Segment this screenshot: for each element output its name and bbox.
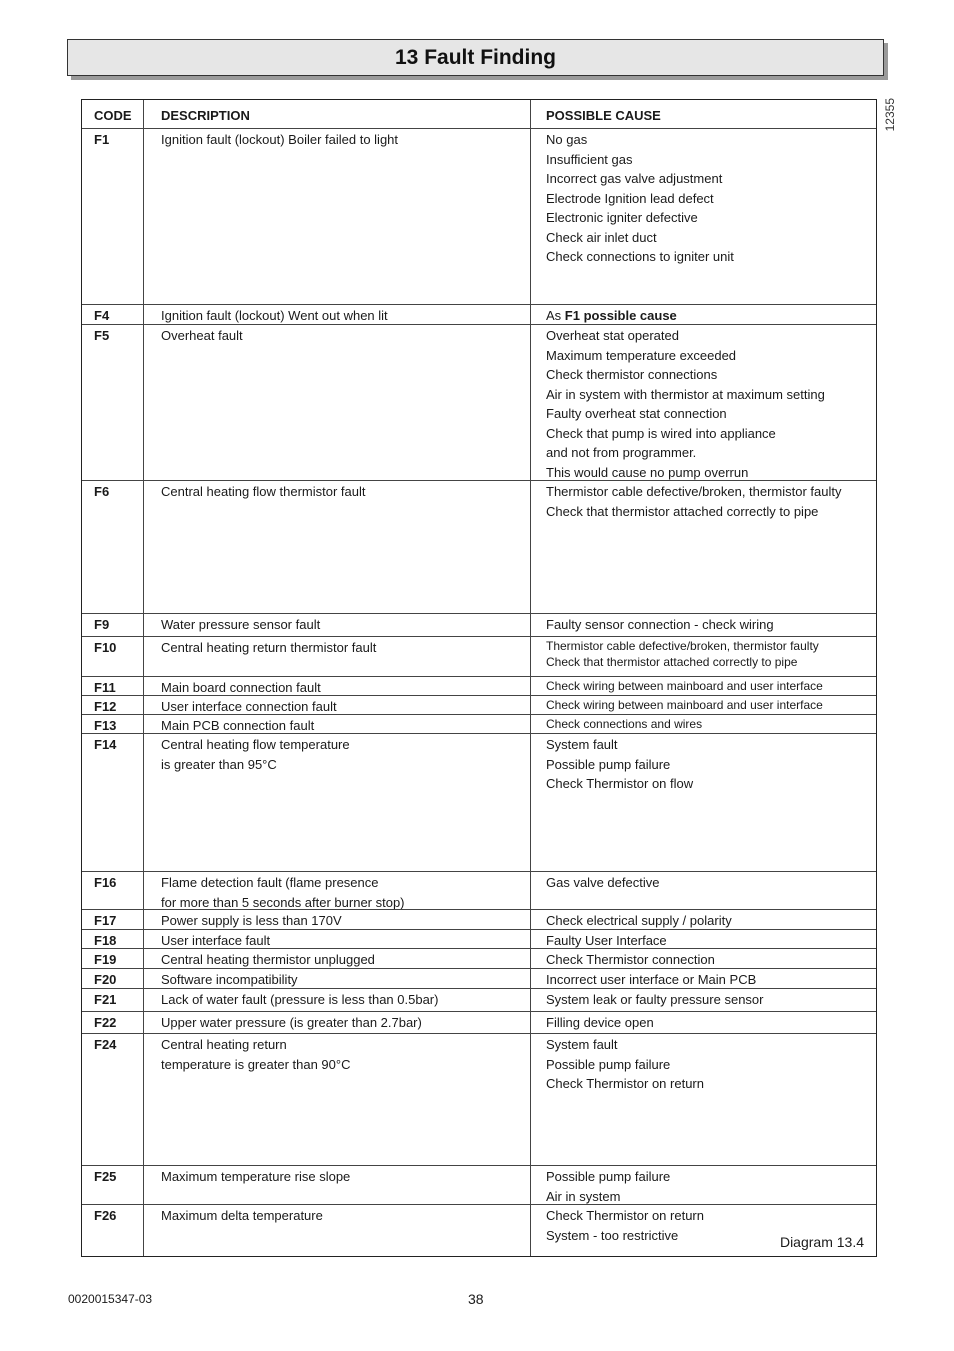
description-line: is greater than 95°C	[161, 756, 277, 772]
document-reference-id: 12355	[883, 98, 897, 132]
cause-line	[546, 306, 876, 326]
column-header-description: DESCRIPTION	[144, 100, 531, 128]
cause-line: Possible pump failure	[546, 756, 671, 772]
cause-line: Faulty User Interface	[546, 933, 667, 948]
section-header	[67, 39, 884, 76]
fault-description	[144, 1205, 531, 1256]
fault-description	[144, 1166, 531, 1204]
cause-line: System fault	[546, 1037, 618, 1052]
table-row	[82, 324, 876, 480]
possible-cause	[531, 1012, 876, 1033]
table-row	[82, 480, 876, 613]
table-row	[82, 304, 876, 324]
fault-description	[144, 614, 531, 636]
cause-line: Check wiring between mainboard and user interface	[546, 679, 823, 693]
cause-prefix: As	[546, 308, 565, 323]
page-title: 13 Fault Finding	[395, 45, 556, 69]
cause-line: Insufficient gas	[546, 151, 633, 167]
cause-reference: F1 possible cause	[564, 308, 677, 323]
page-number: 38	[468, 1291, 484, 1307]
fault-code: F6	[82, 481, 144, 613]
fault-description	[144, 872, 531, 909]
table-row	[82, 871, 876, 909]
cause-line: Thermistor cable defective/broken, thermistor faulty	[546, 639, 819, 653]
cause-line: This would cause no pump overrun	[546, 464, 749, 480]
diagram-label: Diagram 13.4	[779, 1234, 864, 1250]
table-row	[82, 1204, 876, 1256]
fault-code: F4	[82, 305, 144, 324]
document-number: 0020015347-03	[68, 1292, 153, 1306]
fault-description	[144, 910, 531, 929]
fault-description	[144, 989, 531, 1011]
table-row	[82, 714, 876, 733]
description-line: Central heating return thermistor fault	[161, 640, 377, 655]
possible-cause	[531, 677, 876, 695]
cause-line: Faulty overheat stat connection	[546, 406, 727, 421]
fault-code: F21	[82, 989, 144, 1011]
table-row	[82, 1165, 876, 1204]
cause-line: Thermistor cable defective/broken, thermistor faulty	[546, 484, 842, 499]
cause-line: Maximum temperature exceeded	[546, 347, 737, 363]
column-header-cause: POSSIBLE CAUSE	[546, 108, 661, 123]
cause-line: Electronic igniter defective	[546, 210, 698, 225]
cause-line: Check electrical supply / polarity	[546, 913, 732, 928]
table-row	[82, 1011, 876, 1033]
fault-code: F11	[82, 677, 144, 695]
fault-code-table	[81, 99, 877, 1257]
cause-line: Check air inlet duct	[546, 229, 657, 245]
cause-line: Faulty sensor connection - check wiring	[546, 617, 774, 632]
fault-code: F9	[82, 614, 144, 636]
table-row	[82, 636, 876, 676]
possible-cause	[531, 1166, 876, 1204]
cause-line: No gas	[546, 132, 588, 147]
fault-code: F26	[82, 1205, 144, 1256]
fault-description	[144, 129, 531, 304]
cause-line: and not from programmer.	[546, 445, 697, 460]
fault-code: F1	[82, 129, 144, 304]
possible-cause	[531, 614, 876, 636]
fault-description	[144, 325, 531, 480]
table-row	[82, 733, 876, 871]
table-row	[82, 968, 876, 988]
fault-code: F16	[82, 872, 144, 909]
possible-cause	[531, 969, 876, 988]
possible-cause	[531, 129, 876, 304]
description-line: Lack of water fault (pressure is less than 0.5bar)	[161, 992, 439, 1007]
cause-line: System fault	[546, 737, 618, 752]
fault-description	[144, 1034, 531, 1165]
fault-description	[144, 969, 531, 988]
cause-line: Check Thermistor on return	[546, 1076, 704, 1091]
description-line: Maximum delta temperature	[161, 1208, 323, 1223]
fault-description	[144, 637, 531, 676]
fault-description	[144, 715, 531, 733]
description-line: Main board connection fault	[161, 680, 321, 695]
cause-line: Air in system with thermistor at maximum setting	[546, 386, 825, 402]
table-row	[82, 929, 876, 948]
fault-description	[144, 305, 531, 324]
fault-description	[144, 930, 531, 948]
table-row	[82, 128, 876, 304]
fault-code: F18	[82, 930, 144, 948]
possible-cause	[531, 715, 876, 733]
table-header-row	[82, 100, 876, 128]
fault-code: F10	[82, 637, 144, 676]
cause-line: Incorrect gas valve adjustment	[546, 171, 723, 186]
fault-code: F17	[82, 910, 144, 929]
description-line: Central heating flow temperature	[161, 737, 350, 752]
description-line: Ignition fault (lockout) Boiler failed to light	[161, 132, 399, 147]
possible-cause	[531, 910, 876, 929]
fault-description	[144, 481, 531, 613]
description-line: Ignition fault (lockout) Went out when lit	[161, 308, 388, 323]
cause-line: Check Thermistor on flow	[546, 776, 694, 791]
table-row	[82, 613, 876, 636]
cause-line: Check that pump is wired into appliance	[546, 425, 776, 441]
cause-line: Filling device open	[546, 1015, 654, 1030]
description-line: Maximum temperature rise slope	[161, 1169, 351, 1184]
description-line: Software incompatibility	[161, 972, 298, 987]
description-line: Flame detection fault (flame presence	[161, 875, 379, 890]
fault-description	[144, 949, 531, 968]
fault-description	[144, 734, 531, 871]
possible-cause	[531, 696, 876, 714]
possible-cause	[531, 989, 876, 1011]
cause-line: Gas valve defective	[546, 875, 660, 890]
cause-line: Check connections and wires	[546, 717, 703, 731]
description-line: Overheat fault	[161, 328, 243, 343]
cause-line: Overheat stat operated	[546, 328, 679, 343]
cause-line: Check that thermistor attached correctly to pipe	[546, 655, 798, 669]
cause-line: Check Thermistor on return	[546, 1208, 704, 1223]
cause-line: System leak or faulty pressure sensor	[546, 992, 764, 1007]
description-line: temperature is greater than 90°C	[161, 1056, 351, 1072]
fault-code: F19	[82, 949, 144, 968]
description-line: User interface connection fault	[161, 699, 337, 714]
description-line: Water pressure sensor fault	[161, 617, 321, 632]
cause-line: Possible pump failure	[546, 1056, 671, 1072]
fault-description	[144, 696, 531, 714]
cause-line: Incorrect user interface or Main PCB	[546, 972, 757, 987]
fault-code: F20	[82, 969, 144, 988]
fault-code: F14	[82, 734, 144, 871]
description-line: Power supply is less than 170V	[161, 913, 342, 928]
cause-line: Air in system	[546, 1188, 621, 1204]
table-row	[82, 948, 876, 968]
possible-cause	[531, 325, 876, 480]
possible-cause	[531, 1034, 876, 1165]
cause-line: Check Thermistor connection	[546, 952, 715, 967]
description-line: for more than 5 seconds after burner stop)	[161, 894, 405, 910]
fault-description	[144, 677, 531, 695]
fault-code: F5	[82, 325, 144, 480]
fault-code: F13	[82, 715, 144, 733]
cause-line: Check connections to igniter unit	[546, 249, 734, 264]
table-row	[82, 1033, 876, 1165]
fault-code: F24	[82, 1034, 144, 1165]
cause-line: Electrode Ignition lead defect	[546, 190, 714, 206]
possible-cause	[531, 930, 876, 948]
possible-cause	[531, 734, 876, 871]
cause-line: Check that thermistor attached correctly to pipe	[546, 503, 819, 519]
column-header-code: CODE	[82, 100, 144, 128]
table-row	[82, 909, 876, 929]
cause-line: Check wiring between mainboard and user interface	[546, 698, 823, 712]
fault-code: F25	[82, 1166, 144, 1204]
fault-code: F12	[82, 696, 144, 714]
table-row	[82, 988, 876, 1011]
description-line: Central heating return	[161, 1037, 287, 1052]
cause-line: Possible pump failure	[546, 1169, 671, 1184]
fault-code: F22	[82, 1012, 144, 1033]
possible-cause	[531, 637, 876, 676]
possible-cause	[531, 949, 876, 968]
possible-cause	[531, 872, 876, 909]
table-row	[82, 676, 876, 695]
description-line: Main PCB connection fault	[161, 718, 315, 733]
description-line: Central heating flow thermistor fault	[161, 484, 366, 499]
fault-description	[144, 1012, 531, 1033]
table-row	[82, 695, 876, 714]
description-line: User interface fault	[161, 933, 271, 948]
cause-line: Check thermistor connections	[546, 367, 718, 382]
possible-cause	[531, 481, 876, 613]
description-line: Central heating thermistor unplugged	[161, 952, 375, 967]
description-line: Upper water pressure (is greater than 2.7bar)	[161, 1015, 422, 1030]
cause-line: System - too restrictive	[546, 1227, 679, 1243]
possible-cause	[531, 305, 876, 324]
